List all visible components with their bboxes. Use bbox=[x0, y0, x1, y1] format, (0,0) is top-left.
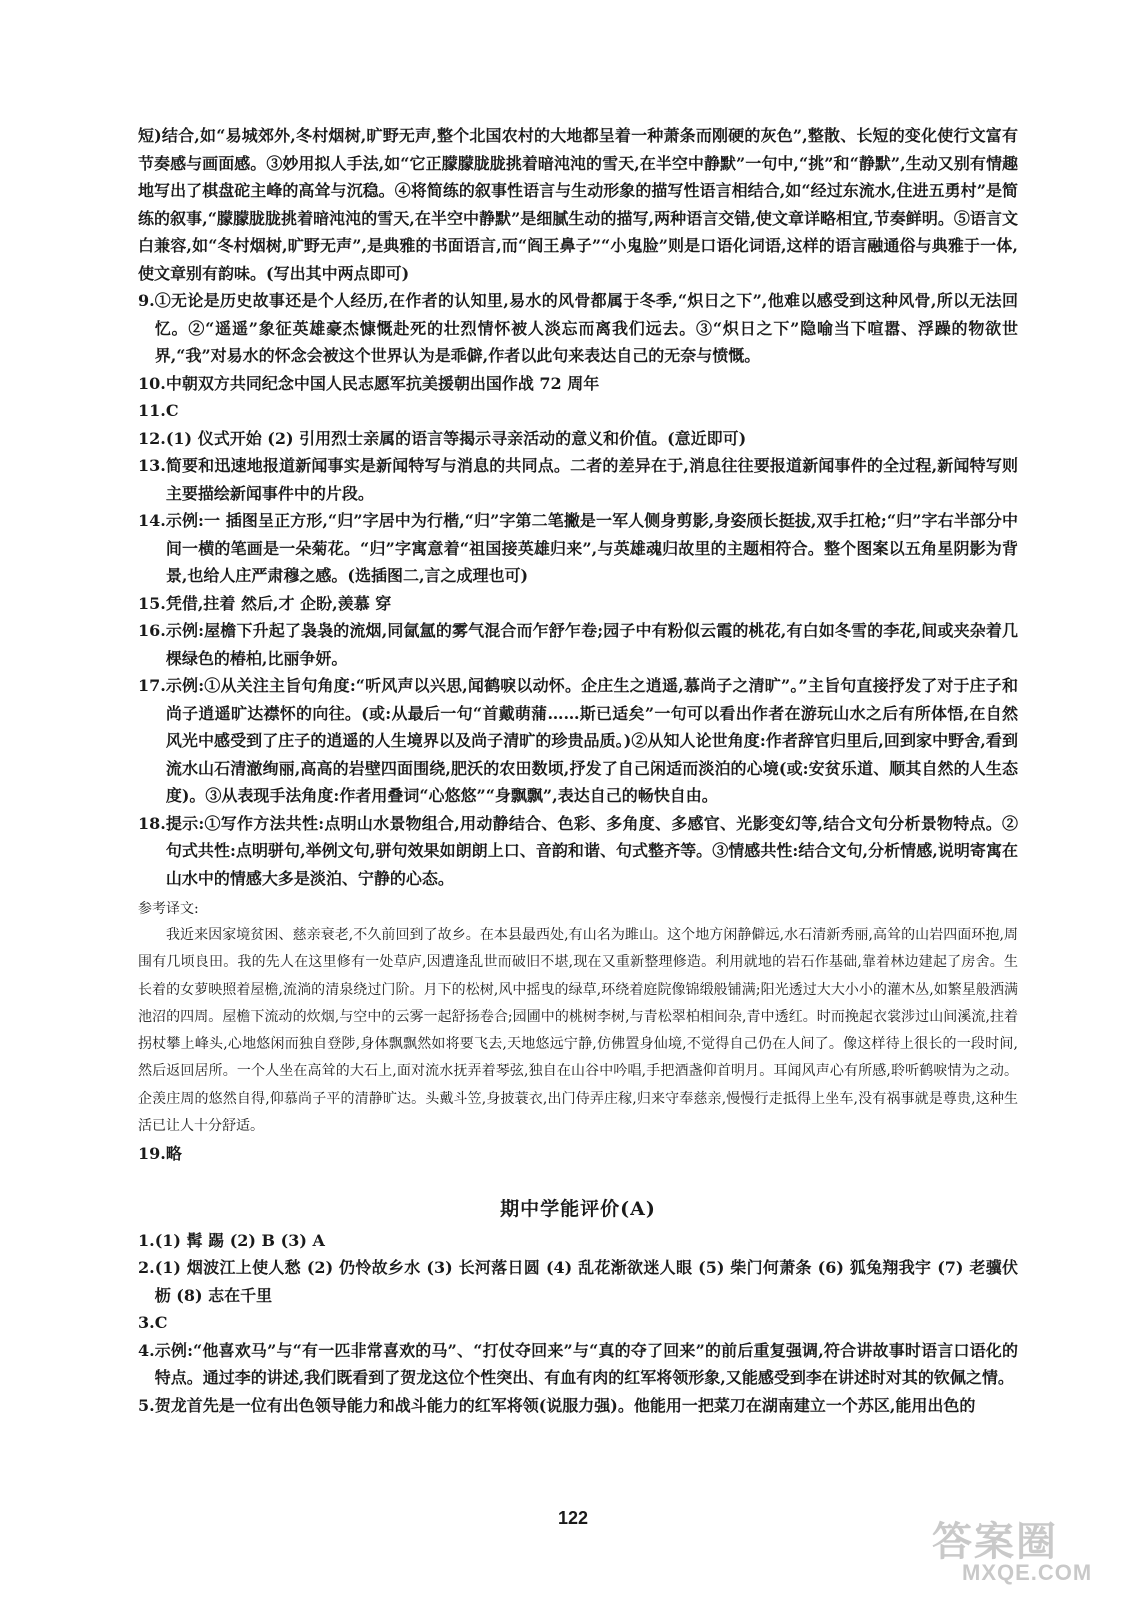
answer-item bbox=[138, 810, 1018, 893]
answer-item bbox=[138, 287, 1018, 370]
item-text: (1) 仪式开始 (2) 引用烈士亲属的语言等揭示寻亲活动的意义和价值。(意近即可) bbox=[165, 428, 747, 448]
reference-label: 参考译文: bbox=[138, 901, 199, 917]
item-text: 简要和迅速地报道新闻事实是新闻特写与消息的共同点。二者的差异在于,消息往往要报道新闻事件的全过程,新闻特写则主要描绘新闻事件中的片段。 bbox=[165, 456, 1018, 503]
item-number: 11. bbox=[138, 401, 166, 420]
item-number: 15. bbox=[138, 593, 166, 613]
answer-item bbox=[138, 452, 1018, 507]
reference-translation: 我近来因家境贫困、慈亲衰老,不久前回到了故乡。在本县最西处,有山名为雎山。这个地方闲静僻远,水石清新秀丽,高耸的山岩四面环抱,周围有几顷良田。我的先人在这里修有一处草庐,因遭逢乱世而破旧不堪,现在又重新整理修造。利用就地的岩石作基础,靠着林边建起了房舍。生长着的女萝映照着屋檐,流淌的清泉绕过门阶。月下的松树,风中摇曳的绿草,环绕着庭院像锦缎般铺满;阳光透过大大小小的灌木丛,如繁星般洒满池沼的四周。屋檐下流动的炊烟,与空中的云雾一起舒扬卷合;园圃中的桃树李树,与青松翠柏相间杂,青中透红。时而挽起衣裳涉过山间溪流,拄着拐杖攀上峰头,心地悠闲而独自登陟,身体飘飘然如将要飞去,天地悠远宁静,仿佛置身仙境,不觉得自己仍在人间了。像这样待上很长的一段时间,然后返回居所。一个人坐在高耸的大石上,面对流水抚弄着琴弦,独自在山谷中吟唱,手把酒盏仰首明月。耳闻风声心有所感,聆听鹤唳情为之动。企羡庄周的悠然自得,仰慕尚子平的清静旷达。头戴斗笠,身披蓑衣,出门侍弄庄稼,归来守奉慈亲,慢慢行走抵得上坐车,没有祸事就是尊贵,这种生活已让人十分舒适。 bbox=[138, 927, 1018, 1135]
item-text: 中朝双方共同纪念中国人民志愿军抗美援朝出国作战 72 周年 bbox=[165, 373, 600, 393]
section-answer-list bbox=[138, 1227, 1018, 1420]
item-number: 1. bbox=[138, 1230, 155, 1250]
answer-item-19 bbox=[138, 1140, 1018, 1168]
item-text: 贺龙首先是一位有出色领导能力和战斗能力的红军将领(说服力强)。他能用一把菜刀在湖南建立一个苏区,能用出色的 bbox=[154, 1395, 976, 1415]
item-text: 示例:一 插图呈正方形,“归”字居中为行楷,“归”字第二笔撇是一军人侧身剪影,身姿颀长挺拔,双手扛枪;“归”字右半部分中间一横的笔画是一朵菊花。“归”字寓意着“祖国接英雄归来”,与英雄魂归故里的主题相符合。整个图案以五角星阴影为背景,也给人庄严肃穆之感。(选插图二,言之成理也可) bbox=[165, 511, 1018, 585]
answer-item bbox=[138, 1309, 1018, 1337]
watermark-url: MXQE.COM bbox=[962, 1560, 1093, 1585]
continued-paragraph: 短)结合,如“易城郊外,冬村烟树,旷野无声,整个北国农村的大地都呈着一种萧条而刚硬的灰色”,整散、长短的变化使行文富有节奏感与画面感。③妙用拟人手法,如“它正朦朦胧胧挑着暗沌沌的雪天,在半空中静默”一句中,“挑”和“静默”,生动又别有情趣地写出了棋盘砣主峰的高耸与沉稳。④将简练的叙事性语言与生动形象的描写性语言相结合,如“经过东流水,住进五勇村”是简练的叙事,“朦朦胧胧挑着暗沌沌的雪天,在半空中静默”是细腻生动的描写,两种语言交错,使文章详略相宜,节奏鲜明。⑤语言文白兼容,如“冬村烟树,旷野无声”,是典雅的书面语言,而“阎王鼻子”“小鬼脸”则是口语化词语,这样的语言融通俗与典雅于一体,使文章别有韵味。(写出其中两点即可) bbox=[138, 126, 1018, 283]
answer-item bbox=[138, 590, 1018, 618]
item-number: 16. bbox=[138, 621, 166, 640]
item-number: 2. bbox=[138, 1258, 155, 1278]
item-text: 示例:“他喜欢马”与“有一匹非常喜欢的马”、“打仗夺回来”与“真的夺了回来”的前后重复强调,符合讲故事时语言口语化的特点。通过李的讲述,我们既看到了贺龙这位个性突出、有血有肉的红军将领形象,又能感受到李在讲述时对其的钦佩之情。 bbox=[154, 1340, 1018, 1388]
item-number: 12. bbox=[138, 428, 166, 448]
item-number: 4. bbox=[138, 1340, 155, 1360]
answer-item bbox=[138, 672, 1018, 810]
item-number: 13. bbox=[138, 456, 166, 475]
answer-item bbox=[138, 1337, 1018, 1392]
answer-item bbox=[138, 370, 1018, 398]
item-text: 略 bbox=[165, 1144, 182, 1164]
answer-item bbox=[138, 1227, 1018, 1255]
watermark-logo bbox=[932, 1510, 1122, 1590]
item-number: 5. bbox=[138, 1395, 155, 1415]
item-number: 10. bbox=[138, 373, 166, 393]
answer-item bbox=[138, 397, 1018, 425]
item-number: 19. bbox=[138, 1144, 166, 1164]
item-text: 示例:①从关注主旨句角度:“听风声以兴思,闻鹤唳以动怀。企庄生之逍遥,慕尚子之清旷”。”主旨句直接抒发了对于庄子和尚子逍遥旷达襟怀的向往。(或:从最后一句“首戴萌蒲……斯已适矣”一句可以看出作者在游玩山水之后有所体悟,在自然风光中感受到了庄子的逍遥的人生境界以及尚子清旷的珍贵品质。)②从知人论世角度:作者辞官归里后,回到家中野舍,看到流水山石清澈绚丽,高高的岩壁四面围绕,肥沃的农田数顷,抒发了自己闲适而淡泊的心境(或:安贫乐道、顺其自然的人生态度)。③从表现手法角度:作者用叠词“心悠悠”“身飘飘”,表达自己的畅快自由。 bbox=[165, 676, 1018, 805]
item-text: C bbox=[154, 1313, 168, 1333]
item-text: 示例:屋檐下升起了袅袅的流烟,同氤氲的雾气混合而乍舒乍卷;园子中有粉似云霞的桃花,有白如冬雪的李花,间或夹杂着几棵绿色的椿柏,比丽争妍。 bbox=[165, 621, 1018, 668]
watermark-text: 答案圈 bbox=[932, 1519, 1058, 1565]
item-number: 3. bbox=[138, 1313, 155, 1333]
section-title: 期中学能评价(A) bbox=[500, 1197, 656, 1220]
item-text: (1) 髯 踢 (2) B (3) A bbox=[154, 1230, 325, 1250]
item-text: 提示:①写作方法共性:点明山水景物组合,用动静结合、色彩、多角度、多感官、光影变幻等,结合文句分析景物特点。②句式共性:点明骈句,举例文句,骈句效果如朗朗上口、音韵和谐、句式整齐等。③情感共性:结合文句,分析情感,说明寄寓在山水中的情感大多是淡泊、宁静的心态。 bbox=[165, 813, 1018, 888]
item-text: ①无论是历史故事还是个人经历,在作者的认知里,易水的风骨都属于冬季,“炽日之下”,他难以感受到这种风骨,所以无法回忆。②“遥遥”象征英雄豪杰慷慨赴死的壮烈情怀被人淡忘而离我们远去。③“炽日之下”隐喻当下喧嚣、浮躁的物欲世界,“我”对易水的怀念会被这个世界认为是乖僻,作者以此句来表达自己的无奈与愤慨。 bbox=[154, 291, 1018, 365]
item-number: 9. bbox=[138, 291, 155, 310]
answer-item bbox=[138, 425, 1018, 453]
page-number: 122 bbox=[557, 1508, 589, 1528]
item-text: (1) 烟波江上使人愁 (2) 仍怜故乡水 (3) 长河落日圆 (4) 乱花渐欲迷人眼 (5) 柴门何萧条 (6) 狐兔翔我宇 (7) 老骥伏枥 (8) 志在千里 bbox=[154, 1258, 1018, 1305]
item-text: C bbox=[165, 401, 179, 420]
answer-item bbox=[138, 617, 1018, 672]
document-page bbox=[138, 122, 1018, 1419]
answer-item bbox=[138, 507, 1018, 590]
item-text: 凭借,拄着 然后,才 企盼,羡慕 穿 bbox=[165, 593, 392, 613]
answer-item bbox=[138, 1254, 1018, 1309]
answer-list bbox=[138, 287, 1018, 892]
item-number: 14. bbox=[138, 511, 166, 530]
item-number: 18. bbox=[138, 813, 166, 833]
answer-item bbox=[138, 1392, 1018, 1420]
item-number: 17. bbox=[138, 676, 166, 695]
